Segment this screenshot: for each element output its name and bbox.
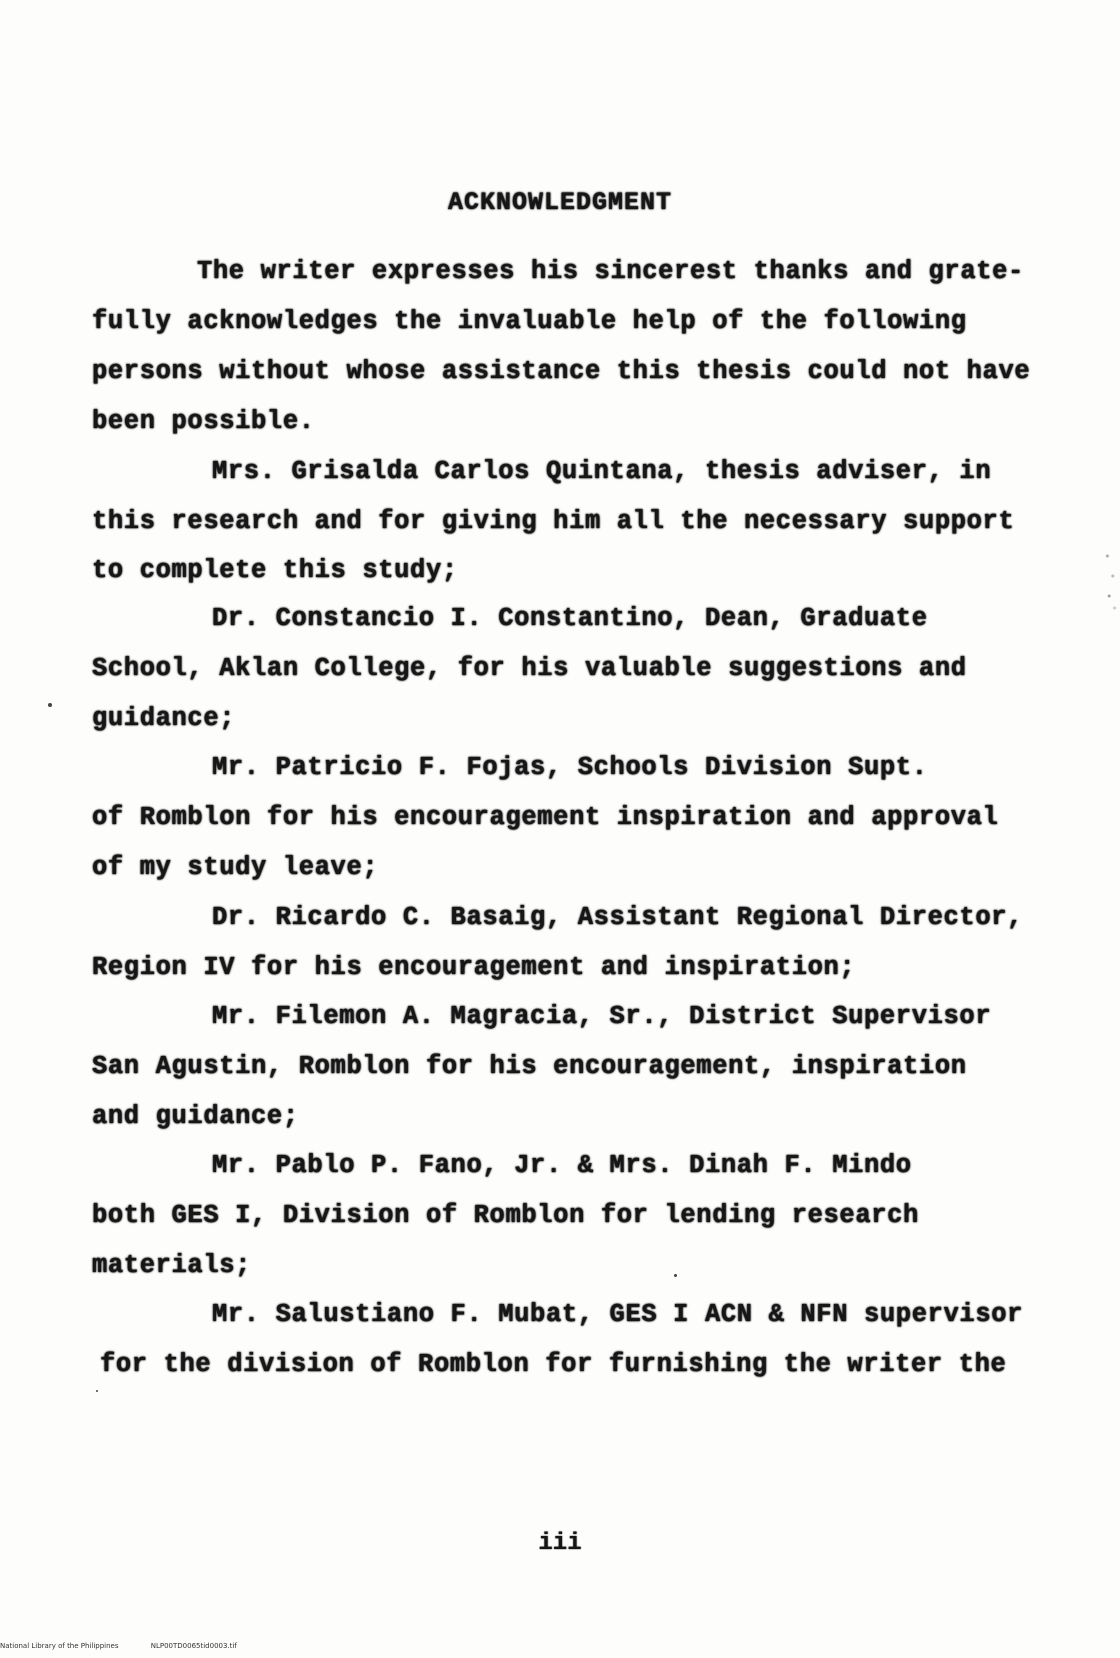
paragraph-line: this research and for giving him all the necessary support xyxy=(92,507,1015,536)
paragraph-line: School, Aklan College, for his valuable suggestions and xyxy=(92,654,967,683)
paragraph-line: The writer expresses his sincerest thanks and grate- xyxy=(197,257,1024,286)
paragraph-line: fully acknowledges the invaluable help of the following xyxy=(92,307,967,336)
paragraph-line: guidance; xyxy=(92,704,236,733)
paragraph-line: been possible. xyxy=(92,407,315,436)
paragraph-line: Dr. Ricardo C. Basaig, Assistant Regional Director, xyxy=(212,903,1024,932)
paragraph-line: to complete this study; xyxy=(92,556,458,585)
paragraph-line: Mr. Pablo P. Fano, Jr. & Mrs. Dinah F. Mindo xyxy=(212,1151,912,1180)
paragraph-line: Mr. Patricio F. Fojas, Schools Division Supt. xyxy=(212,753,928,782)
footer-library: National Library of the Philippines xyxy=(0,1642,119,1650)
page-title: ACKNOWLEDGMENT xyxy=(447,188,673,217)
scan-footer xyxy=(0,1642,237,1650)
footer-file: NLP00TD0065tid0003.tif xyxy=(150,1642,237,1650)
paragraph-line: of my study leave; xyxy=(92,853,379,882)
paragraph-line: Mrs. Grisalda Carlos Quintana, thesis adviser, in xyxy=(212,457,992,486)
paragraph-line: persons without whose assistance this thesis could not have xyxy=(92,357,1031,386)
page-number: iii xyxy=(538,1530,582,1557)
paragraph-line: San Agustin, Romblon for his encouragement, inspiration xyxy=(92,1052,967,1081)
paragraph-line: Mr. Filemon A. Magracia, Sr., District Supervisor xyxy=(212,1002,992,1031)
scan-speck xyxy=(48,703,52,707)
paragraph-line: of Romblon for his encouragement inspiration and approval xyxy=(92,803,999,832)
paragraph-line: both GES I, Division of Romblon for lending research xyxy=(92,1201,919,1230)
paragraph-line: materials; xyxy=(92,1251,252,1280)
scan-speck xyxy=(674,1274,677,1277)
paragraph-line: Mr. Salustiano F. Mubat, GES I ACN & NFN supervisor xyxy=(212,1300,1024,1329)
scan-noise xyxy=(1102,540,1120,620)
scan-speck xyxy=(96,1390,98,1392)
paragraph-line: for the division of Romblon for furnishing the writer the xyxy=(100,1350,1007,1379)
paragraph-line: and guidance; xyxy=(92,1102,299,1131)
paragraph-line: Dr. Constancio I. Constantino, Dean, Graduate xyxy=(212,604,928,633)
paragraph-line: Region IV for his encouragement and inspiration; xyxy=(92,953,856,982)
